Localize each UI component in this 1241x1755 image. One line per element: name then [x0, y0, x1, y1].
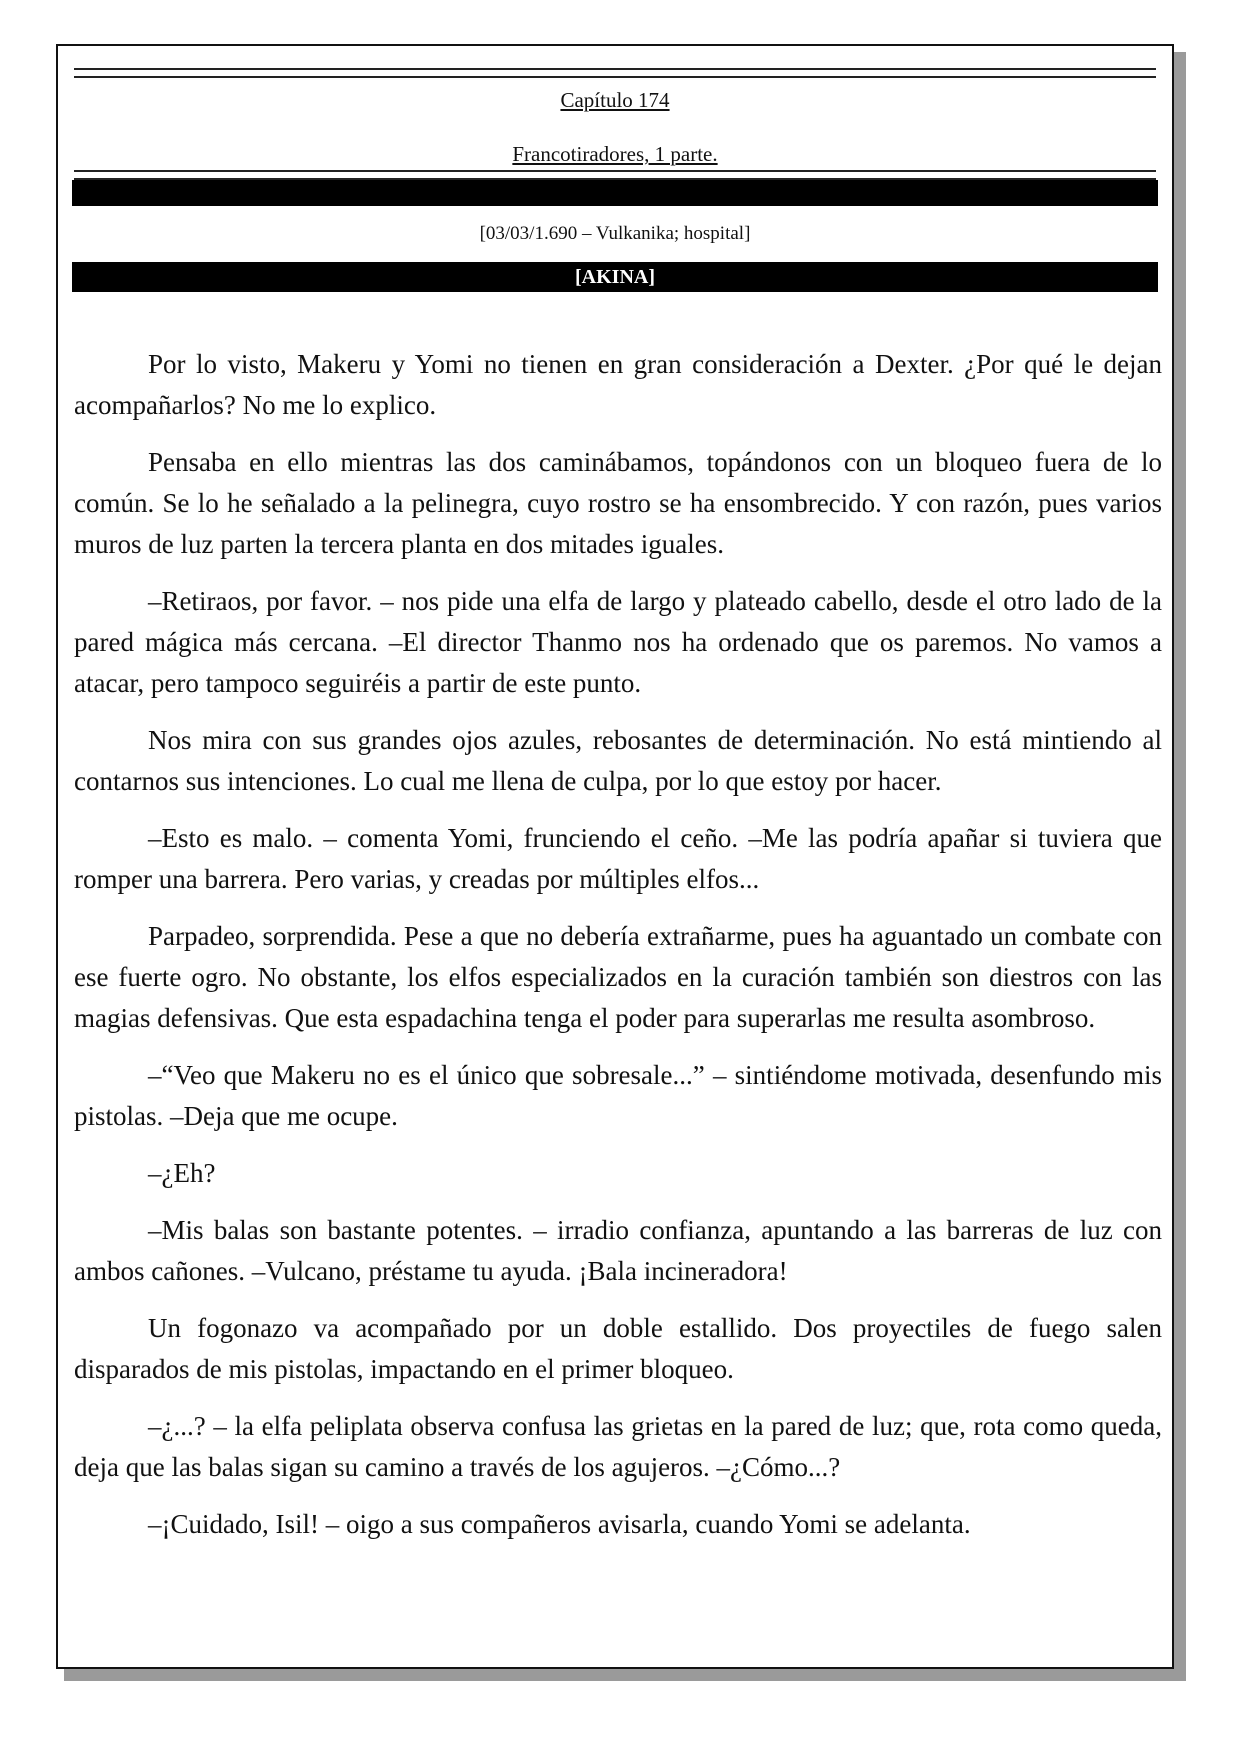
- chapter-body: [74, 344, 1162, 1561]
- top-double-rule: [74, 68, 1156, 78]
- paragraph: –¡Cuidado, Isil! – oigo a sus compañeros avisarla, cuando Yomi se adelanta.: [148, 1509, 971, 1539]
- paragraph: Parpadeo, sorprendida. Pese a que no debería extrañarme, pues ha aguantado un combate con ese fuerte ogro. No obstante, los elfos especializados en la curación también son diestros con las magias defensivas. Que esta espadachina tenga el poder para superarlas me resulta asombroso.: [74, 921, 1162, 1033]
- scene-separator-bar: [72, 180, 1158, 206]
- paragraph: –¿...? – la elfa peliplata observa confusa las grietas en la pared de luz; que, rota como queda, deja que las balas sigan su camino a través de los agujeros. –¿Cómo...?: [74, 1411, 1162, 1482]
- paragraph: –Esto es malo. – comenta Yomi, frunciendo el ceño. –Me las podría apañar si tuviera que romper una barrera. Pero varias, y creadas por múltiples elfos...: [74, 823, 1162, 894]
- pov-label-bar: [AKINA]: [72, 262, 1158, 292]
- page-frame: [56, 44, 1174, 1669]
- paragraph: –¿Eh?: [148, 1158, 216, 1188]
- paragraph: Nos mira con sus grandes ojos azules, rebosantes de determinación. No está mintiendo al contarnos sus intenciones. Lo cual me llena de culpa, por lo que estoy por hacer.: [74, 725, 1162, 796]
- chapter-subtitle: Francotiradores, 1 parte.: [512, 142, 718, 166]
- paragraph: Pensaba en ello mientras las dos caminábamos, topándonos con un bloqueo fuera de lo común. Se lo he señalado a la pelinegra, cuyo rostro se ha ensombrecido. Y con razón, pues varios muros de luz parten la tercera planta en dos mitades iguales.: [74, 447, 1162, 559]
- paragraph: Un fogonazo va acompañado por un doble estallido. Dos proyectiles de fuego salen disparados de mis pistolas, impactando en el primer bloqueo.: [74, 1313, 1162, 1384]
- paragraph: –Retiraos, por favor. – nos pide una elfa de largo y plateado cabello, desde el otro lado de la pared mágica más cercana. –El director Thanmo nos ha ordenado que os paremos. No vamos a atacar, pero tampoco seguiréis a partir de este punto.: [74, 586, 1162, 698]
- paragraph: –Mis balas son bastante potentes. – irradio confianza, apuntando a las barreras de luz con ambos cañones. –Vulcano, préstame tu ayuda. ¡Bala incineradora!: [74, 1215, 1162, 1286]
- paragraph: –“Veo que Makeru no es el único que sobresale...” – sintiéndome motivada, desenfundo mis pistolas. –Deja que me ocupe.: [74, 1060, 1162, 1131]
- chapter-title: Capítulo 174: [560, 88, 670, 112]
- paragraph: Por lo visto, Makeru y Yomi no tienen en gran consideración a Dexter. ¿Por qué le dejan acompañarlos? No me lo explico.: [74, 349, 1162, 420]
- scene-date-location: [03/03/1.690 – Vulkanika; hospital]: [479, 223, 751, 244]
- header-bottom-double-rule: [74, 170, 1156, 180]
